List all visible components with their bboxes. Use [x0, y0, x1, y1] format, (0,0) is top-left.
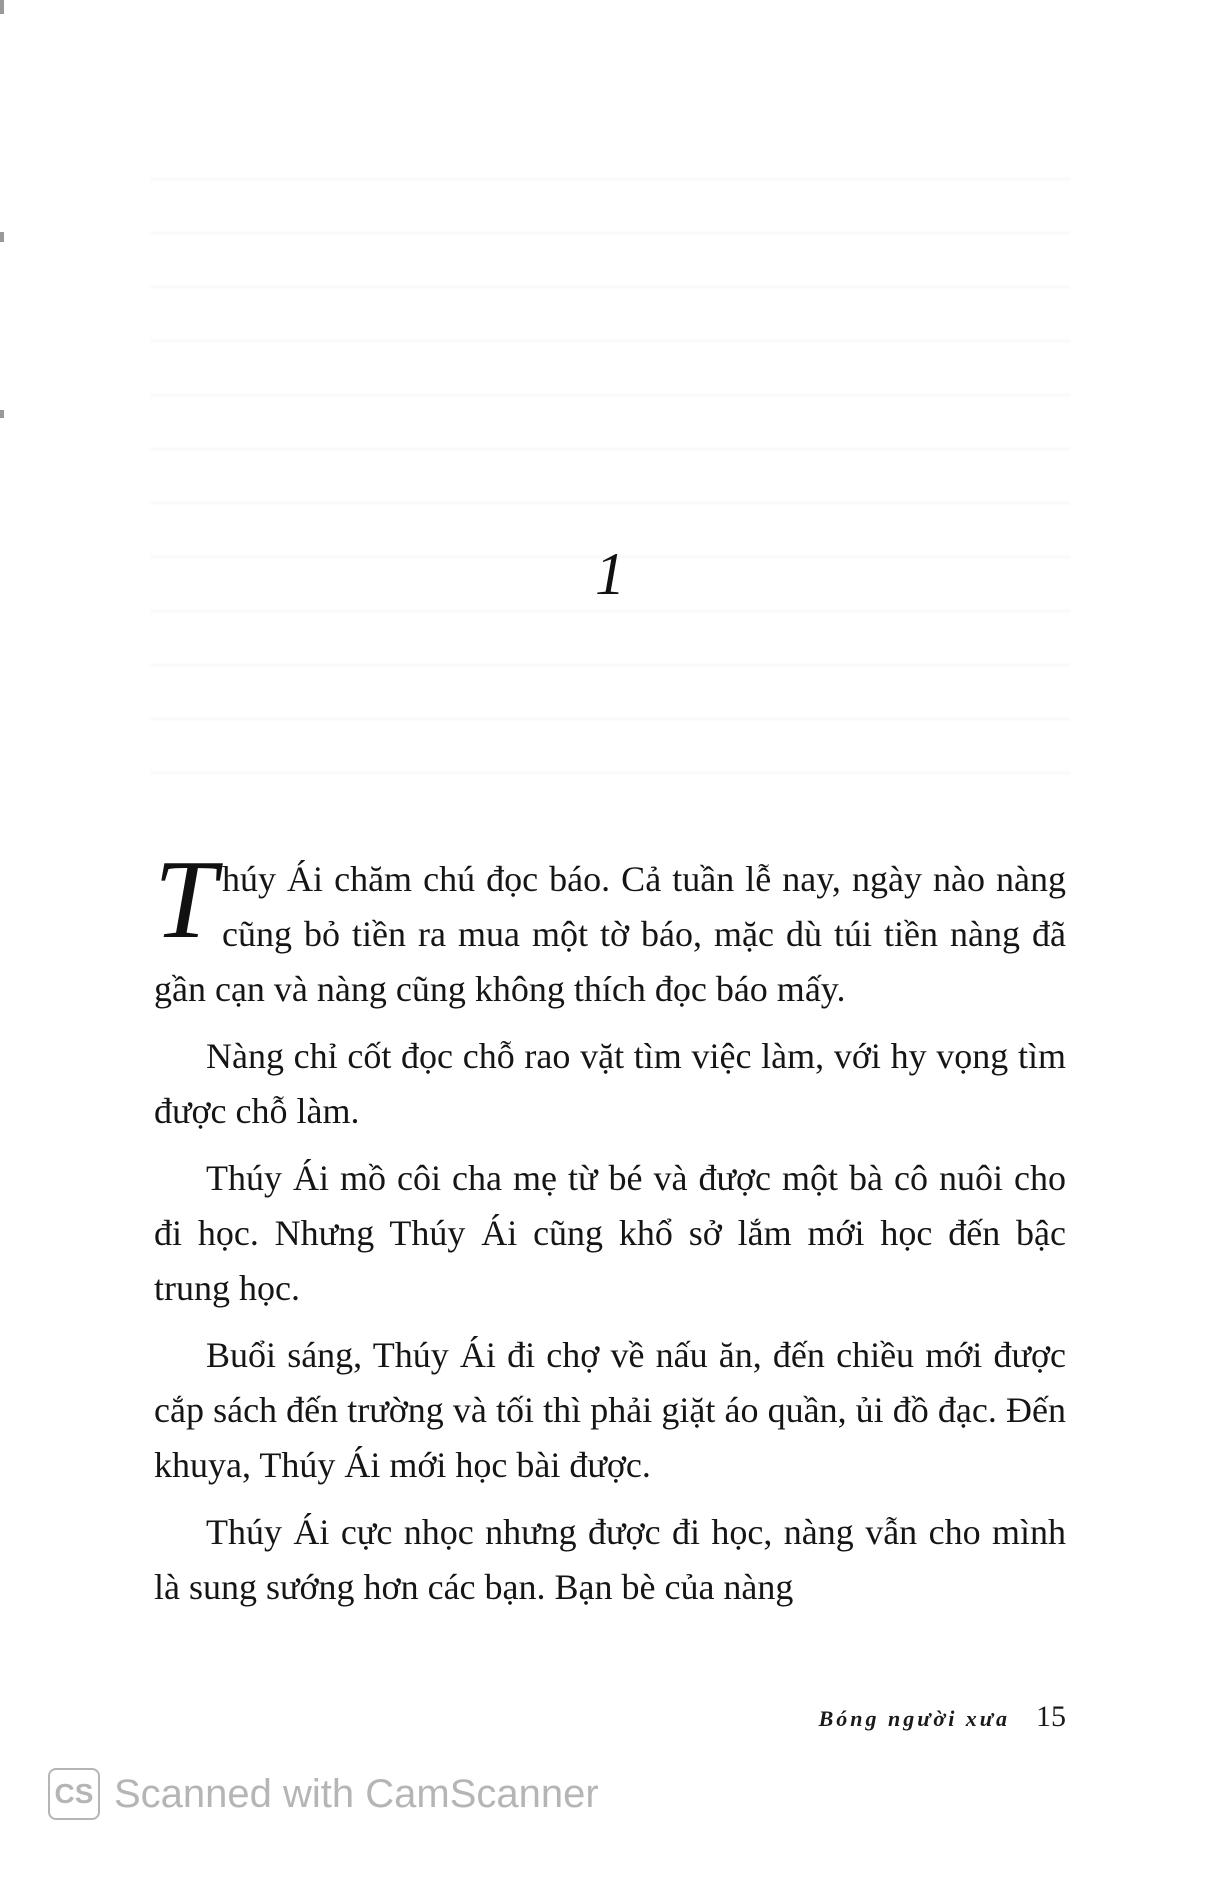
running-title: Bóng người xưa — [818, 1706, 1010, 1731]
camscanner-watermark — [48, 1768, 599, 1820]
paragraph: Nàng chỉ cốt đọc chỗ rao vặt tìm việc làm, với hy vọng tìm được chỗ làm. — [154, 1036, 1066, 1131]
body-text — [154, 838, 1066, 1627]
scan-edge-mark — [0, 0, 4, 14]
page-footer — [819, 1700, 1066, 1734]
scan-edge-mark — [0, 232, 4, 242]
paragraph: Buổi sáng, Thúy Ái đi chợ về nấu ăn, đến chiều mới được cắp sách đến trường và tối thì phải giặt áo quần, ủi đồ đạc. Đến khuya, Thúy Ái mới học bài được. — [154, 1335, 1066, 1485]
page-number: 15 — [1036, 1700, 1066, 1733]
camscanner-logo-icon: CS — [48, 1768, 100, 1820]
chapter-number: 1 — [595, 541, 625, 607]
paragraph — [154, 838, 1066, 1017]
drop-cap: T — [154, 838, 217, 962]
scan-edge-mark — [0, 410, 4, 418]
paragraph-text: húy Ái chăm chú đọc báo. Cả tuần lễ nay, ngày nào nàng cũng bỏ tiền ra mua một tờ báo, mặc dù túi tiền nàng đã gần cạn và nàng cũng không thích đọc báo mấy. — [154, 859, 1066, 1009]
watermark-text: Scanned with CamScanner — [114, 1771, 599, 1816]
paragraph: Thúy Ái cực nhọc nhưng được đi học, nàng vẫn cho mình là sung sướng hơn các bạn. Bạn bè của nàng — [154, 1512, 1066, 1607]
bleed-through-text — [150, 140, 1070, 780]
paragraph: Thúy Ái mồ côi cha mẹ từ bé và được một bà cô nuôi cho đi học. Nhưng Thúy Ái cũng khổ sở lắm mới học đến bậc trung học. — [154, 1158, 1066, 1308]
